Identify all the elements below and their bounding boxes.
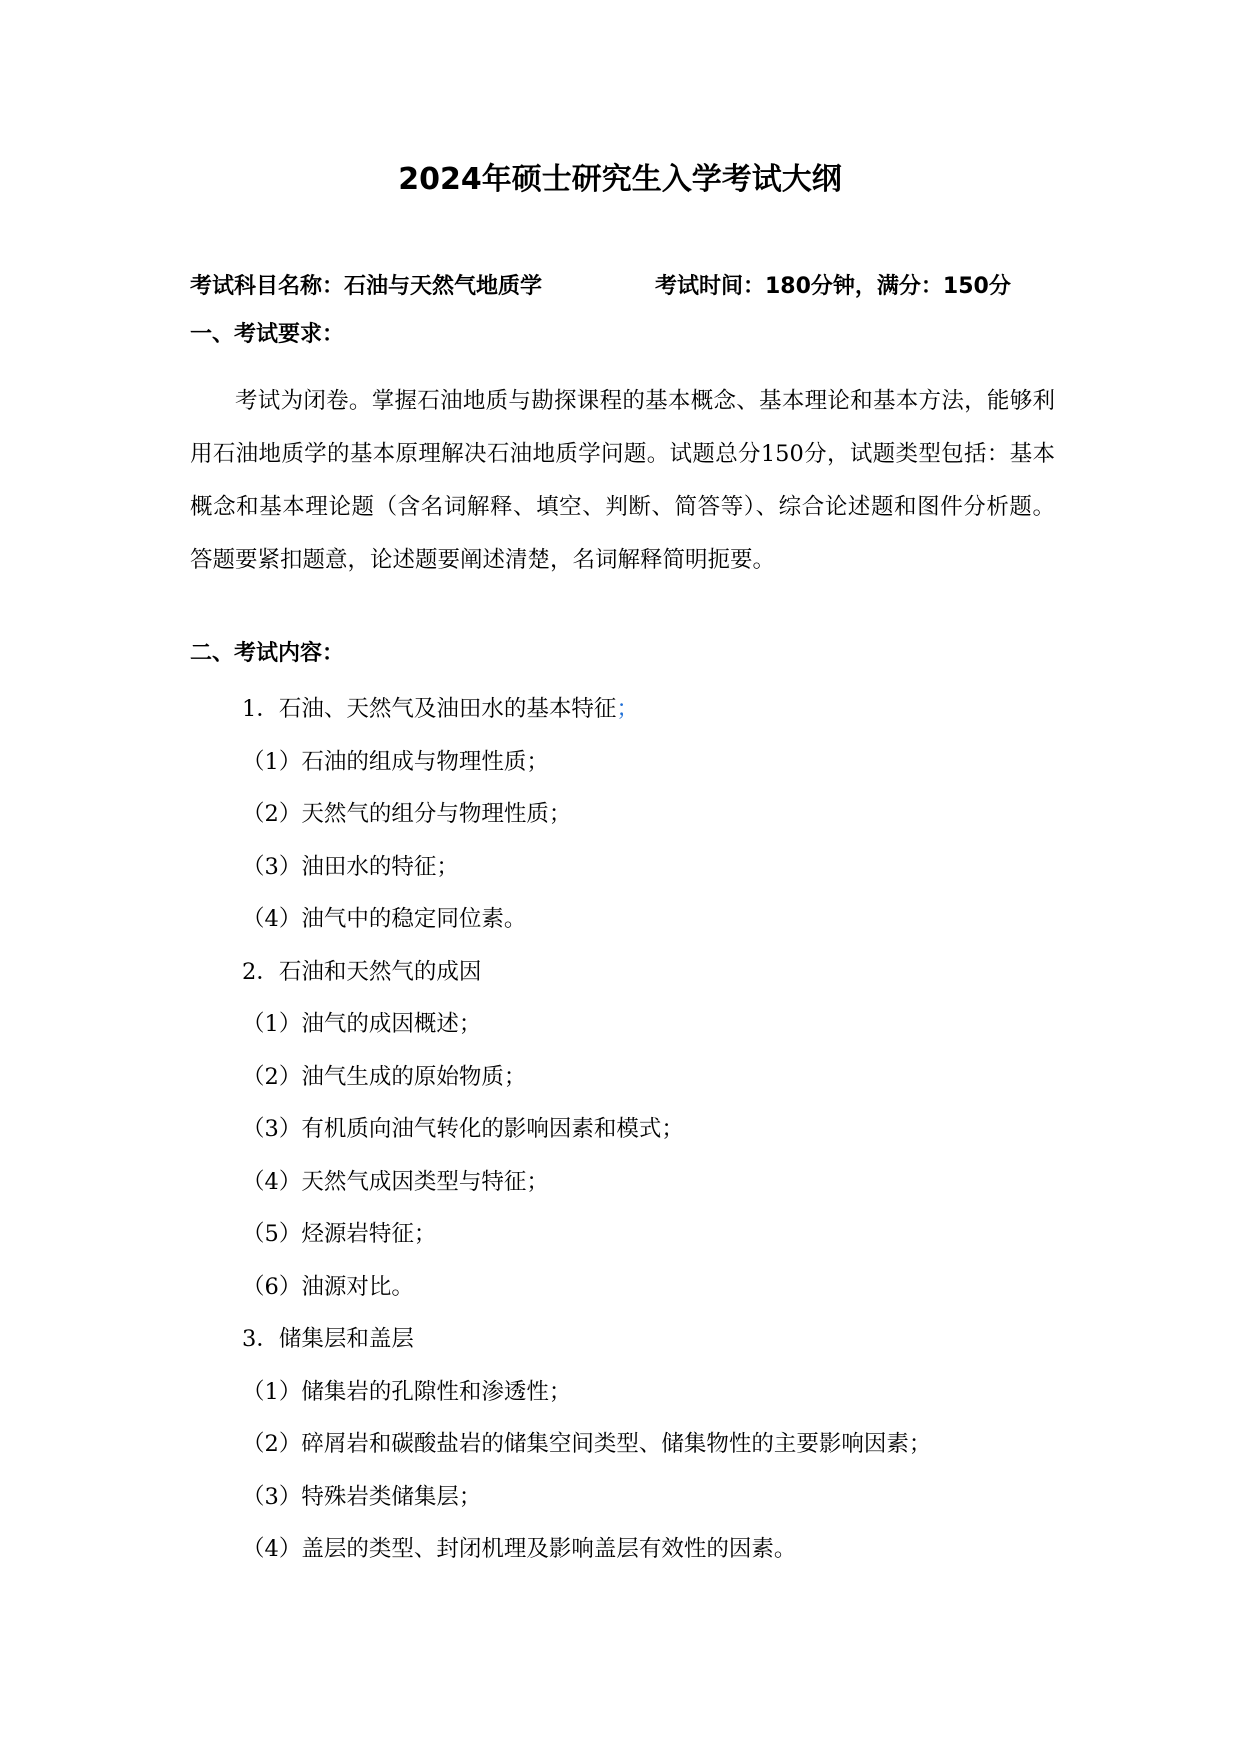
page-title: 2024年硕士研究生入学考试大纲 bbox=[398, 162, 842, 197]
exam-subject: 考试科目名称：石油与天然气地质学 bbox=[190, 274, 543, 299]
list-item bbox=[242, 736, 931, 789]
list-item-text: （2）天然气的组分与物理性质； bbox=[242, 801, 572, 827]
list-item-text: （2）碎屑岩和碳酸盐岩的储集空间类型、储集物性的主要影响因素； bbox=[242, 1431, 932, 1457]
list-item-text: （4）天然气成因类型与特征； bbox=[242, 1168, 549, 1195]
list-item bbox=[242, 1156, 931, 1209]
list-item bbox=[242, 788, 931, 841]
list-item-text: （3）油田水的特征； bbox=[242, 853, 459, 880]
list-item bbox=[242, 1208, 931, 1261]
list-item bbox=[242, 1418, 931, 1471]
list-item-text: （4）油气中的稳定同位素。 bbox=[242, 906, 527, 932]
section-heading-content: 二、考试内容： bbox=[190, 641, 345, 666]
list-item-text: 1．石油、天然气及油田水的基本特征 bbox=[242, 696, 617, 722]
list-item bbox=[242, 683, 931, 736]
list-item bbox=[242, 1261, 931, 1314]
list-item-text: （6）油源对比。 bbox=[242, 1273, 414, 1300]
list-item bbox=[242, 841, 931, 894]
list-item-text: （2）油气生成的原始物质； bbox=[242, 1063, 527, 1090]
list-item bbox=[242, 1523, 931, 1576]
list-item-text: （3）特殊岩类储集层； bbox=[242, 1483, 482, 1510]
list-item bbox=[242, 1051, 931, 1104]
list-item-text: （1）石油的组成与物理性质； bbox=[242, 748, 549, 775]
list-item-text: 3．储集层和盖层 bbox=[242, 1326, 414, 1352]
list-item-text: （3）有机质向油气转化的影响因素和模式； bbox=[242, 1116, 684, 1142]
list-item bbox=[242, 1471, 931, 1524]
list-item bbox=[242, 946, 931, 999]
list-item-text: （4）盖层的类型、封闭机理及影响盖层有效性的因素。 bbox=[242, 1536, 797, 1562]
requirements-paragraph: 考试为闭卷。掌握石油地质与勘探课程的基本概念、基本理论和基本方法，能够利用石油地质学的基本原理解决石油地质学问题。试题总分150分，试题类型包括：基本概念和基本理论题（含名词解释、填空、判断、简答等）、综合论述题和图件分析题。答题要紧扣题意，论述题要阐述清楚，名词解释简明扼要。 bbox=[190, 388, 1055, 573]
list-item-text: （1）油气的成因概述； bbox=[242, 1011, 482, 1037]
list-item bbox=[242, 1366, 931, 1419]
list-item-text: 2．石油和天然气的成因 bbox=[242, 958, 482, 985]
list-item bbox=[242, 1313, 931, 1366]
section-heading-requirements: 一、考试要求： bbox=[190, 322, 345, 347]
list-item bbox=[242, 998, 931, 1051]
list-item-tail: ； bbox=[616, 696, 639, 722]
list-item-text: （5）烃源岩特征； bbox=[242, 1221, 437, 1247]
list-item-text: （1）储集岩的孔隙性和渗透性； bbox=[242, 1378, 572, 1405]
exam-time-score: 考试时间：180分钟，满分：150分 bbox=[655, 274, 1011, 299]
list-item bbox=[242, 1103, 931, 1156]
content-list bbox=[242, 683, 931, 1576]
list-item bbox=[242, 893, 931, 946]
